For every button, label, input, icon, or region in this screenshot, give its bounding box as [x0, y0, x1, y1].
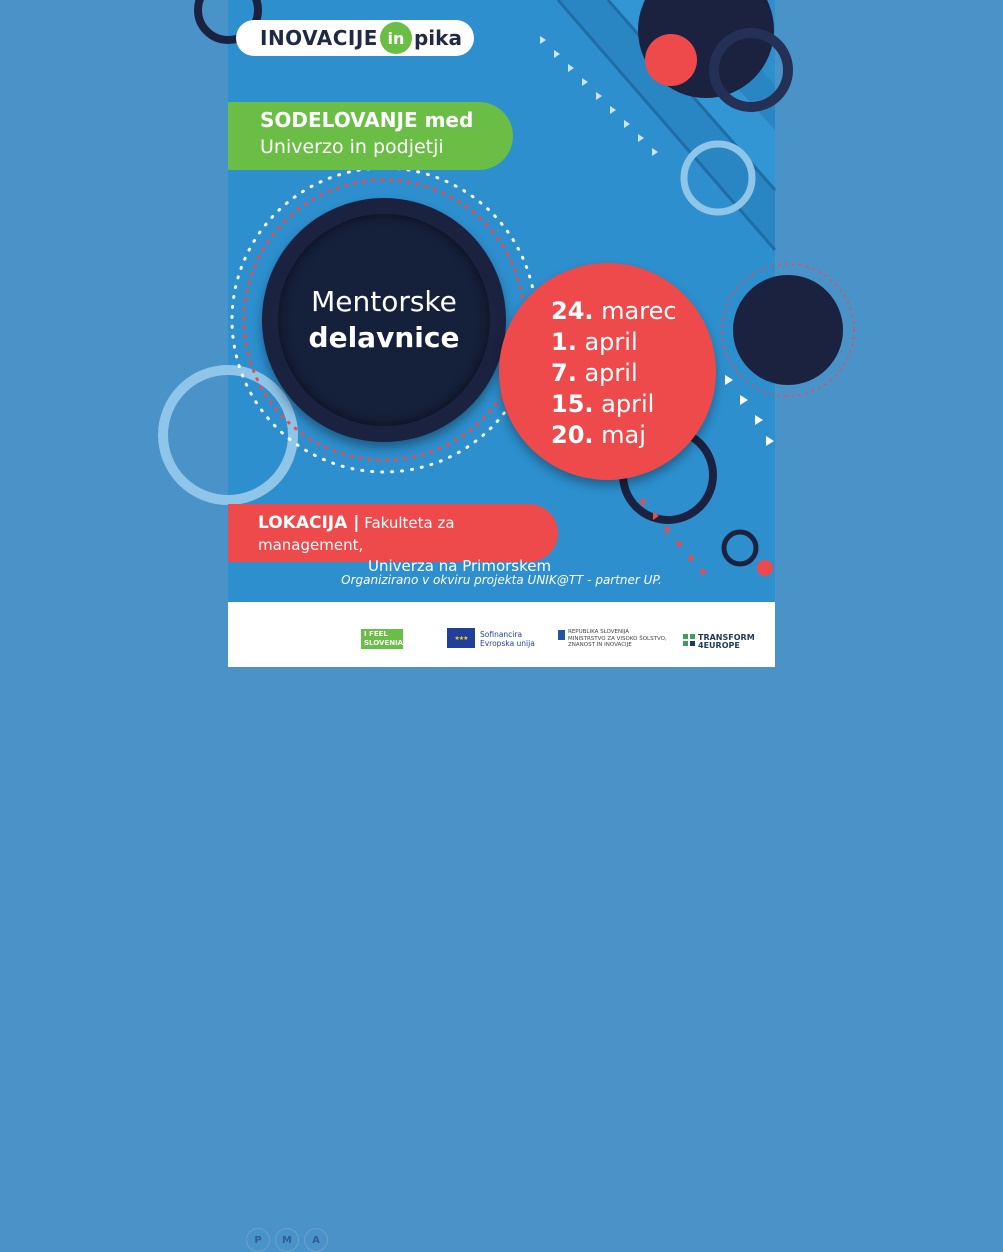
date-item: [551, 327, 677, 358]
logo-in-badge: in: [380, 22, 412, 54]
date-num: 1.: [551, 328, 577, 356]
transform4europe-text: [698, 634, 755, 650]
date-num: 15.: [551, 390, 594, 418]
eu-flag-icon: ★★★: [447, 628, 475, 648]
ministry-line1: REPUBLIKA SLOVENIJA: [568, 629, 629, 635]
location-line1: [258, 512, 558, 556]
dark-circle-right: [733, 275, 843, 385]
date-item: [551, 420, 677, 451]
headline-line2: Univerzo in podjetji: [260, 136, 444, 158]
date-num: 7.: [551, 359, 577, 387]
location-label: LOKACIJA |: [258, 513, 360, 533]
organized-note: Organizirano v okviru projekta UNIK@TT - partner UP.: [341, 573, 662, 587]
title-line1: Mentorske: [311, 285, 457, 318]
eu-text-line2: Evropska unija: [480, 639, 535, 648]
institute-seal-icon: A: [304, 1228, 328, 1252]
triangle-row-right: [725, 375, 774, 446]
headline-line1: SODELOVANJE med: [260, 108, 474, 132]
ministry-line3: ZNANOST IN INOVACIJE: [568, 642, 632, 648]
tf-line1: TRANSFORM: [698, 633, 755, 642]
transform4europe-icon: [683, 634, 695, 646]
dark-ring-small: [724, 532, 756, 564]
i-feel-slovenia-logo: I FEEL SLOVENIA: [361, 629, 403, 649]
date-month: april: [584, 328, 638, 356]
date-month: marec: [601, 297, 677, 325]
date-item: [551, 296, 677, 327]
dates-list: [551, 296, 677, 451]
date-month: april: [601, 390, 655, 418]
red-circle-small: [645, 34, 697, 86]
ministry-text: [568, 629, 667, 649]
faculty-seal-icon: M: [275, 1228, 299, 1252]
slovenia-crest-icon: [558, 630, 565, 640]
eu-cofinance-text: [480, 630, 535, 648]
ministry-line2: MINISTRSTVO ZA VISOKO ŠOLSTVO,: [568, 635, 667, 642]
date-month: april: [584, 359, 638, 387]
date-num: 24.: [551, 297, 594, 325]
eu-text-line1: Sofinancira: [480, 630, 523, 639]
university-seal-icon: P: [246, 1228, 270, 1252]
location-line2: Univerza na Primorskem: [368, 557, 552, 575]
date-item: [551, 358, 677, 389]
title-line2: delavnice: [308, 321, 460, 354]
logo-text-inovacije: INOVACIJE: [260, 26, 378, 50]
poster: [228, 0, 775, 1246]
light-ring-left: [163, 370, 293, 500]
tf-line2: 4EUROPE: [698, 641, 740, 650]
date-num: 20.: [551, 421, 594, 449]
date-month: maj: [601, 421, 646, 449]
logo-text-pika: pika: [413, 26, 462, 50]
title-circle: [262, 198, 506, 442]
location-pill: [228, 504, 558, 575]
headline-pill: [228, 102, 513, 170]
date-item: [551, 389, 677, 420]
location-place: Fakulteta za management,: [258, 514, 455, 554]
title-circle-inner: [278, 214, 490, 426]
logo: [236, 20, 474, 56]
